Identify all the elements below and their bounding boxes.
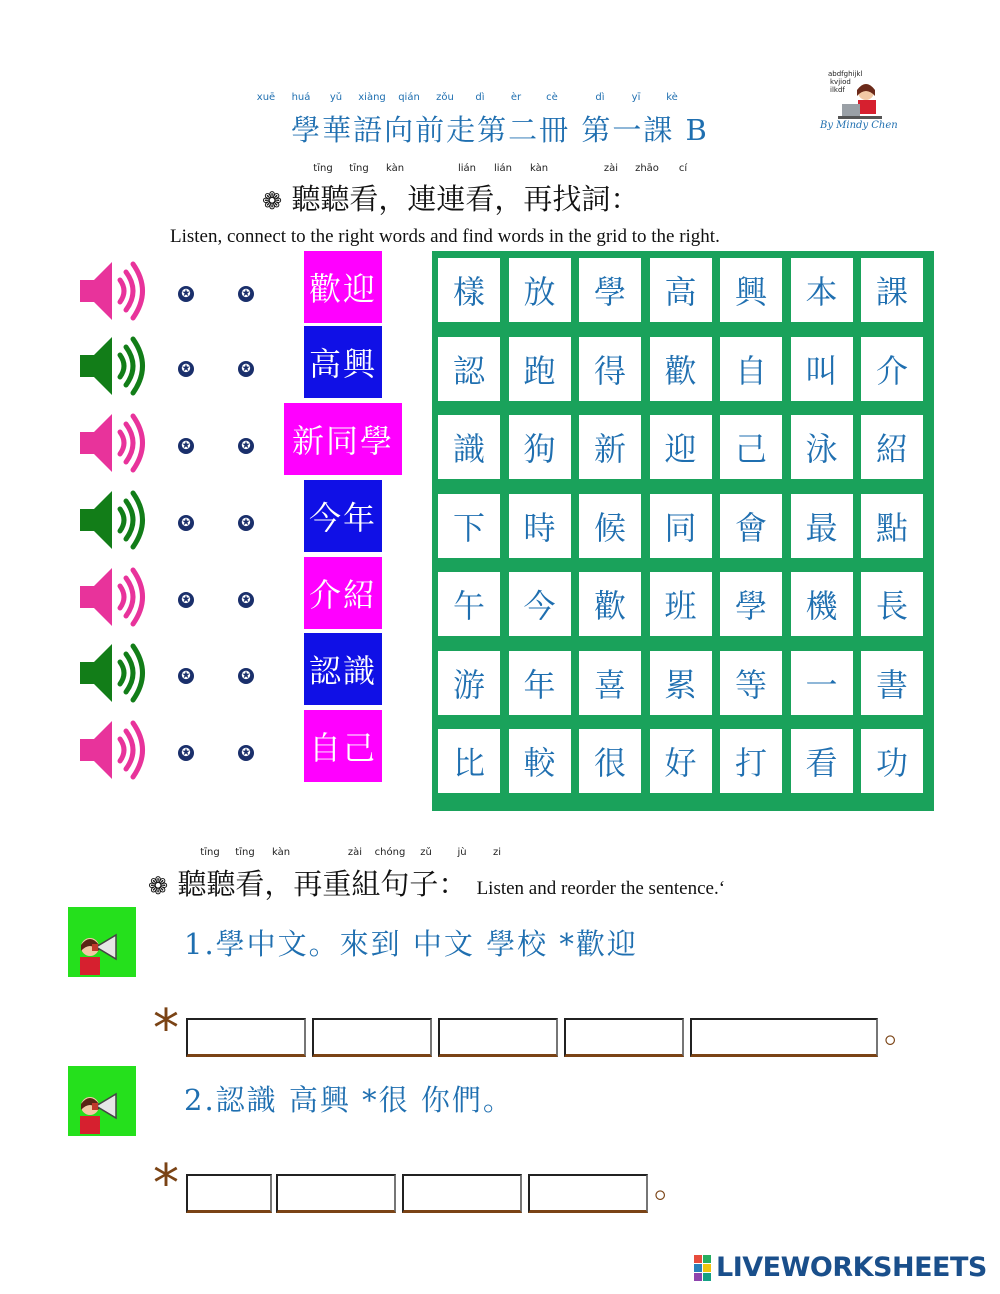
- pinyin: zǔ: [420, 847, 432, 858]
- svg-text:ilkdf: ilkdf: [830, 86, 845, 94]
- grid-cell[interactable]: 打: [720, 729, 782, 793]
- left-match-dot[interactable]: ✪: [178, 286, 194, 302]
- speaker-icon[interactable]: [76, 560, 150, 634]
- match-word-text: 新同學: [291, 422, 394, 460]
- page-title: 學華語向前走第二冊 第一課 B: [291, 113, 709, 147]
- sentence-1: 1.學中文。來到 中文 學校 *歡迎: [184, 927, 638, 961]
- answer-blank[interactable]: [690, 1018, 878, 1057]
- megaphone-audio-button[interactable]: [68, 1066, 136, 1136]
- right-match-dot[interactable]: ✪: [238, 745, 254, 761]
- speaker-icon[interactable]: [76, 636, 150, 710]
- grid-cell[interactable]: 比: [438, 729, 500, 793]
- match-word-box[interactable]: [284, 403, 402, 475]
- grid-cell[interactable]: 自: [720, 337, 782, 401]
- match-word-text: 介紹: [308, 576, 377, 614]
- match-word-text: 今年: [308, 499, 377, 537]
- match-word-text: 歡迎: [308, 270, 377, 308]
- grid-cell[interactable]: 較: [509, 729, 571, 793]
- megaphone-icon: [68, 907, 136, 977]
- pinyin: chóng: [374, 847, 406, 858]
- megaphone-audio-button[interactable]: [68, 907, 136, 977]
- pinyin: yǔ: [329, 92, 343, 103]
- speaker-icon[interactable]: [76, 329, 150, 403]
- left-match-dot[interactable]: ✪: [178, 438, 194, 454]
- pinyin: xuē: [256, 92, 276, 103]
- section2-instruction: Listen and reorder the sentence.‘: [476, 878, 726, 899]
- match-word-text: 認識: [308, 652, 377, 690]
- grid-cell[interactable]: 看: [791, 729, 853, 793]
- grid-cell[interactable]: 介: [861, 337, 923, 401]
- heading2-pinyin: [0, 847, 1000, 861]
- pinyin: tīng: [349, 163, 369, 174]
- grid-cell[interactable]: 狗: [509, 415, 571, 479]
- sentence-period: 。: [654, 1166, 688, 1206]
- grid-cell[interactable]: 會: [720, 494, 782, 558]
- pinyin: yī: [631, 92, 641, 103]
- grid-cell[interactable]: 樣: [438, 258, 500, 322]
- answer-blank[interactable]: [438, 1018, 558, 1057]
- grid-cell[interactable]: 學: [720, 572, 782, 636]
- grid-cell[interactable]: 迎: [650, 415, 712, 479]
- pinyin: zài: [603, 163, 619, 174]
- pinyin: zǒu: [436, 92, 454, 103]
- pinyin: dì: [595, 92, 605, 103]
- pinyin: lián: [457, 163, 477, 174]
- pinyin: zi: [492, 847, 502, 858]
- left-match-dot[interactable]: ✪: [178, 745, 194, 761]
- grid-cell[interactable]: 課: [861, 258, 923, 322]
- pinyin: jù: [457, 847, 467, 858]
- grid-cell[interactable]: 本: [791, 258, 853, 322]
- right-match-dot[interactable]: ✪: [238, 438, 254, 454]
- pinyin: tīng: [200, 847, 220, 858]
- right-match-dot[interactable]: ✪: [238, 286, 254, 302]
- right-match-dot[interactable]: ✪: [238, 515, 254, 531]
- pinyin: huá: [291, 92, 311, 103]
- pinyin: kàn: [385, 163, 405, 174]
- grid-cell[interactable]: 年: [509, 651, 571, 715]
- grid-cell[interactable]: 很: [579, 729, 641, 793]
- logo-caption: By Mindy Chen: [820, 120, 898, 131]
- match-word-box[interactable]: [304, 326, 382, 398]
- grid-cell[interactable]: 歡: [650, 337, 712, 401]
- section2-heading-text: 聽聽看，再重組句子：: [177, 867, 468, 901]
- right-match-dot[interactable]: ✪: [238, 592, 254, 608]
- answer-blank[interactable]: [564, 1018, 684, 1057]
- match-word-box[interactable]: [304, 480, 382, 552]
- grid-cell[interactable]: 午: [438, 572, 500, 636]
- flower-icon: ❁: [262, 187, 283, 215]
- grid-cell[interactable]: 機: [791, 572, 853, 636]
- flower-icon: ❁: [148, 872, 169, 900]
- pinyin: tīng: [235, 847, 255, 858]
- section1-heading: [262, 177, 639, 218]
- grid-cell[interactable]: 等: [720, 651, 782, 715]
- pinyin: qián: [398, 92, 420, 103]
- match-word-text: 自己: [308, 729, 377, 767]
- grid-cell[interactable]: 長: [861, 572, 923, 636]
- svg-text:kvjiod: kvjiod: [830, 78, 851, 86]
- match-word-box[interactable]: [304, 557, 382, 629]
- pinyin: lián: [493, 163, 513, 174]
- sentence-period: 。: [884, 1011, 918, 1051]
- sentence-2: 2.認識 高興 *很 你們。: [184, 1083, 514, 1117]
- grid-cell[interactable]: 紹: [861, 415, 923, 479]
- svg-text:abdfghijkl: abdfghijkl: [828, 70, 863, 78]
- right-match-dot[interactable]: ✪: [238, 361, 254, 377]
- section1-instruction: Listen, connect to the right words and find words in the grid to the right.: [170, 226, 720, 247]
- grid-cell[interactable]: 認: [438, 337, 500, 401]
- pinyin: zhāo: [635, 163, 659, 174]
- match-word-box[interactable]: [304, 710, 382, 782]
- grid-cell[interactable]: 叫: [791, 337, 853, 401]
- answer-blank[interactable]: [528, 1174, 648, 1213]
- pinyin: kàn: [529, 163, 549, 174]
- grid-cell[interactable]: 跑: [509, 337, 571, 401]
- megaphone-icon: [68, 1066, 136, 1136]
- pinyin: xiàng: [358, 92, 386, 103]
- grid-cell[interactable]: 興: [720, 258, 782, 322]
- answer-blank[interactable]: [312, 1018, 432, 1057]
- brand-text: LIVEWORKSHEETS: [716, 1252, 987, 1283]
- speaker-icon[interactable]: [76, 254, 150, 328]
- grid-cell[interactable]: 游: [438, 651, 500, 715]
- liveworksheets-logo[interactable]: [694, 1252, 987, 1283]
- grid-cell[interactable]: 累: [650, 651, 712, 715]
- grid-cell[interactable]: 識: [438, 415, 500, 479]
- grid-cell[interactable]: 好: [650, 729, 712, 793]
- section2-heading: [148, 862, 725, 903]
- pinyin: kè: [666, 92, 678, 103]
- pinyin: dì: [475, 92, 485, 103]
- pinyin: kàn: [271, 847, 291, 858]
- grid-cell[interactable]: 泳: [791, 415, 853, 479]
- pinyin: tīng: [313, 163, 333, 174]
- grid-cell[interactable]: 候: [579, 494, 641, 558]
- section1-heading-text: 聽聽看，連連看，再找詞：: [291, 182, 640, 216]
- right-match-dot[interactable]: ✪: [238, 668, 254, 684]
- left-match-dot[interactable]: ✪: [178, 592, 194, 608]
- answer-blank[interactable]: [186, 1174, 272, 1213]
- grid-cell[interactable]: 歡: [579, 572, 641, 636]
- grid-cell[interactable]: 新: [579, 415, 641, 479]
- speaker-icon[interactable]: [76, 406, 150, 480]
- grid-cell[interactable]: 得: [579, 337, 641, 401]
- grid-cell[interactable]: 同: [650, 494, 712, 558]
- answer-blank[interactable]: [186, 1018, 306, 1057]
- pinyin: zài: [347, 847, 363, 858]
- grid-cell[interactable]: 時: [509, 494, 571, 558]
- grid-cell[interactable]: 點: [861, 494, 923, 558]
- grid-cell[interactable]: 班: [650, 572, 712, 636]
- match-word-box[interactable]: [304, 251, 382, 323]
- answer-blank[interactable]: [402, 1174, 522, 1213]
- grid-cell[interactable]: 最: [791, 494, 853, 558]
- grid-cell[interactable]: 學: [579, 258, 641, 322]
- grid-cell[interactable]: 高: [650, 258, 712, 322]
- grid-cell[interactable]: 喜: [579, 651, 641, 715]
- speaker-icon[interactable]: [76, 713, 150, 787]
- match-word-text: 高興: [308, 345, 377, 383]
- grid-cell[interactable]: 放: [509, 258, 571, 322]
- speaker-icon[interactable]: [76, 483, 150, 557]
- grid-cell[interactable]: 功: [861, 729, 923, 793]
- heading-pinyin: [0, 163, 1000, 177]
- match-word-box[interactable]: [304, 633, 382, 705]
- grid-cell[interactable]: 己: [720, 415, 782, 479]
- answer-blank[interactable]: [276, 1174, 396, 1213]
- left-match-dot[interactable]: ✪: [178, 361, 194, 377]
- asterisk-mark: *: [153, 999, 179, 1059]
- left-match-dot[interactable]: ✪: [178, 515, 194, 531]
- grid-cell[interactable]: 書: [861, 651, 923, 715]
- grid-cell[interactable]: 今: [509, 572, 571, 636]
- pinyin: èr: [510, 92, 522, 103]
- grid-cell[interactable]: 下: [438, 494, 500, 558]
- left-match-dot[interactable]: ✪: [178, 668, 194, 684]
- pinyin: cè: [546, 92, 558, 103]
- liveworksheets-badge-icon: [694, 1255, 712, 1281]
- grid-cell[interactable]: 一: [791, 651, 853, 715]
- asterisk-mark: *: [153, 1154, 179, 1214]
- word-search-grid: [432, 251, 934, 811]
- pinyin: cí: [678, 163, 688, 174]
